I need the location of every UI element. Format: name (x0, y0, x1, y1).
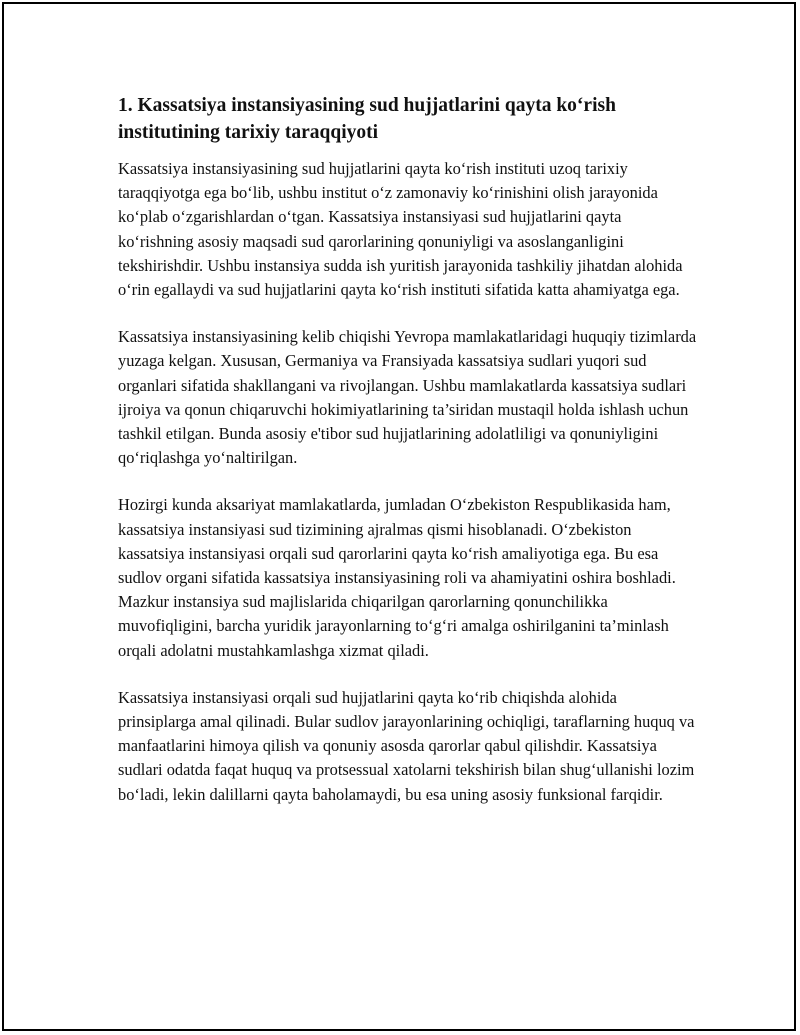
paragraph-4: Kassatsiya instansiyasi orqali sud hujjatlarini qayta ko‘rib chiqishda alohida prinsiplarga amal qilinadi. Bular sudlov jarayonlarining ochiqligi, taraflarning huquq va manfaatlarini himoya qilish va qonuniy asosda qarorlar qabul qilishdir. Kassatsiya sudlari odatda faqat huquq va protsessual xatolarni tekshirish bilan shug‘ullanishi lozim bo‘ladi, lekin dalillarni qayta baholamaydi, bu esa uning asosiy funksional farqidir. (118, 687, 695, 804)
paragraph-1: Kassatsiya instansiyasining sud hujjatlarini qayta ko‘rish instituti uzoq tarixiy taraqqiyotga ega bo‘lib, ushbu institut o‘z zamonaviy ko‘rinishini olish jarayonida ko‘plab o‘zgarishlardan o‘tgan. Kassatsiya instansiyasi sud hujjatlarini qayta ko‘rishning asosiy maqsadi sud qarorlarining qonuniyligi va asoslanganligini tekshirishdir. Ushbu instansiya sudda ish yuritish jarayonida tashkiliy jihatdan alohida o‘rin egallaydi va sud hujjatlarini qayta ko‘rish instituti sifatida katta ahamiyatga ega. (118, 159, 683, 300)
paragraph-2: Kassatsiya instansiyasining kelib chiqishi Yevropa mamlakatlaridagi huquqiy tizimlarda yuzaga kelgan. Xususan, Germaniya va Fransiyada kassatsiya sudlari yuqori sud organlari sifatida shakllangani va rivojlangan. Ushbu mamlakatlarda kassatsiya sudlari ijroiya va qonun chiqaruvchi hokimiyatlarining ta’siridan mustaqil holda ishlash uchun tashkil etilgan. Bunda asosiy e'tibor sud hujjatlarining adolatliligi va qonuniyligini qo‘riqlashga yo‘naltirilgan. (118, 327, 697, 468)
paragraph-3: Hozirgi kunda aksariyat mamlakatlarda, jumladan O‘zbekiston Respublikasida ham, kassatsiya instansiyasi sud tizimining ajralmas qismi hisoblanadi. O‘zbekiston kassatsiya instansiyasi orqali sud qarorlarini qayta ko‘rish amaliyotiga ega. Bu esa sudlov organi sifatida kassatsiya instansiyasining roli va ahamiyatini oshira boshladi. Mazkur instansiya sud majlislarida chiqarilgan qarorlarning qonunchilikka muvofiqligini, barcha yuridik jarayonlarning to‘g‘ri amalga oshirilganini ta’minlash orqali adolatni mustahkamlashga xizmat qiladi. (118, 495, 676, 660)
section-heading: 1. Kassatsiya instansiyasining sud hujjatlarini qayta ko‘rish institutining tarixiy taraqqiyoti (118, 95, 616, 143)
document-body (118, 92, 698, 830)
